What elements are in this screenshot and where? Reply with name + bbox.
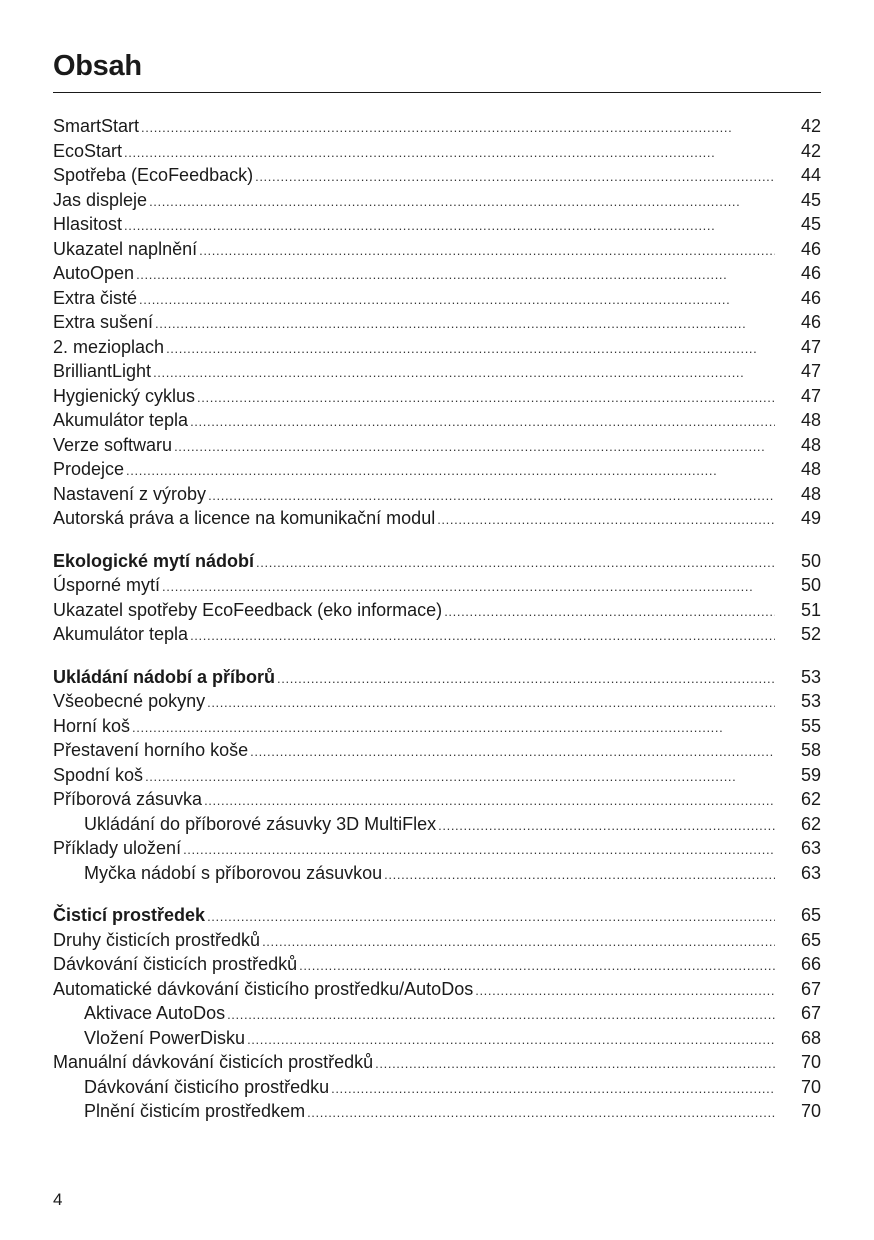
toc-entry-label: Ukládání do příborové zásuvky 3D MultiFlex <box>84 813 437 834</box>
toc-dot-leader <box>155 312 775 337</box>
toc-entry-page: 48 <box>800 459 821 479</box>
toc-entry-label: Všeobecné pokyny <box>53 691 206 711</box>
toc-entry-label: Příborová zásuvka <box>53 789 203 809</box>
toc-entry[interactable] <box>53 482 821 507</box>
toc-entry-page: 47 <box>800 361 821 381</box>
toc-dot-leader <box>331 1077 775 1102</box>
toc-entry-label: Extra sušení <box>53 312 154 332</box>
toc-dot-leader <box>124 141 775 166</box>
toc-dot-leader <box>444 600 775 625</box>
toc-entry-label: EcoStart <box>53 140 123 161</box>
toc-entry[interactable] <box>53 622 821 647</box>
toc-entry-label: Akumulátor tepla <box>53 410 189 430</box>
toc-dot-leader <box>208 484 775 509</box>
toc-entry-label: Hygienický cyklus <box>53 385 196 406</box>
toc-dot-leader <box>141 116 775 141</box>
toc-entry[interactable] <box>53 573 821 598</box>
toc-entry-label: Ukazatel spotřeby EcoFeedback (eko informace) <box>53 599 443 620</box>
toc-subentry[interactable] <box>53 1099 821 1124</box>
toc-entry-label: Autorská práva a licence na komunikační modul <box>53 508 436 528</box>
toc-entry-label: 2. mezioplach <box>53 336 165 357</box>
title-divider <box>53 92 821 93</box>
toc-entry-page: 46 <box>800 238 821 259</box>
toc-entry-label: Čisticí prostředek <box>53 905 206 925</box>
toc-entry-label: AutoOpen <box>53 263 135 283</box>
toc-dot-leader <box>132 716 775 741</box>
toc-entry-label: Přestavení horního koše <box>53 740 249 760</box>
toc-entry-label: Vložení PowerDisku <box>84 1027 246 1048</box>
toc-subentry[interactable] <box>53 1001 821 1026</box>
toc-dot-leader <box>262 930 775 955</box>
toc-dot-leader <box>174 435 775 460</box>
page-number: 4 <box>53 1190 63 1209</box>
toc-section <box>53 903 821 1124</box>
toc-entry-page: 48 <box>800 410 821 430</box>
toc-entry[interactable] <box>53 457 821 482</box>
toc-section-heading[interactable] <box>53 549 821 574</box>
toc-entry-label: Jas displeje <box>53 189 148 210</box>
toc-entry[interactable] <box>53 212 821 237</box>
toc-entry-page: 50 <box>800 550 821 571</box>
toc-entry-page: 63 <box>800 838 821 858</box>
table-of-contents <box>53 114 821 1142</box>
toc-entry-label: Příklady uložení <box>53 838 182 858</box>
toc-dot-leader <box>197 386 775 411</box>
toc-dot-leader <box>126 459 775 484</box>
toc-dot-leader <box>149 190 775 215</box>
toc-entry-page: 59 <box>800 764 821 785</box>
toc-entry-label: Ekologické mytí nádobí <box>53 550 255 571</box>
toc-entry[interactable] <box>53 977 821 1002</box>
toc-entry-label: Extra čisté <box>53 287 138 308</box>
toc-entry[interactable] <box>53 836 821 861</box>
toc-entry-page: 47 <box>800 385 821 406</box>
toc-entry-label: SmartStart <box>53 116 140 136</box>
toc-entry-label: Spotřeba (EcoFeedback) <box>53 165 254 185</box>
toc-section-heading[interactable] <box>53 665 821 690</box>
toc-entry-label: Dávkování čisticích prostředků <box>53 954 298 974</box>
toc-dot-leader <box>438 814 775 839</box>
toc-dot-leader <box>204 789 775 814</box>
toc-entry[interactable] <box>53 335 821 360</box>
toc-entry[interactable] <box>53 952 821 977</box>
toc-entry-label: Hlasitost <box>53 214 123 234</box>
toc-dot-leader <box>247 1028 775 1053</box>
toc-entry-label: Ukazatel naplnění <box>53 238 198 259</box>
toc-entry-page: 70 <box>800 1052 821 1072</box>
toc-dot-leader <box>437 508 775 533</box>
toc-entry-page: 48 <box>800 483 821 504</box>
toc-dot-leader <box>277 667 775 692</box>
toc-dot-leader <box>375 1052 775 1077</box>
toc-entry-page: 48 <box>800 434 821 455</box>
toc-dot-leader <box>255 165 775 190</box>
toc-section <box>53 114 821 531</box>
toc-entry-label: Spodní koš <box>53 764 144 785</box>
toc-entry-label: Prodejce <box>53 459 125 479</box>
toc-entry-page: 49 <box>800 508 821 528</box>
toc-dot-leader <box>190 410 775 435</box>
toc-dot-leader <box>256 551 775 576</box>
toc-entry[interactable] <box>53 384 821 409</box>
toc-entry[interactable] <box>53 310 821 335</box>
toc-dot-leader <box>384 863 775 888</box>
toc-entry[interactable] <box>53 359 821 384</box>
toc-section <box>53 665 821 886</box>
toc-entry-page: 62 <box>800 789 821 809</box>
toc-entry[interactable] <box>53 114 821 139</box>
toc-dot-leader <box>207 905 775 930</box>
toc-entry[interactable] <box>53 598 821 623</box>
toc-entry-label: Aktivace AutoDos <box>84 1003 226 1023</box>
toc-entry-page: 51 <box>800 599 821 620</box>
toc-entry-label: Druhy čisticích prostředků <box>53 929 261 950</box>
toc-entry-page: 44 <box>800 165 821 185</box>
toc-entry-page: 53 <box>800 691 821 711</box>
toc-entry[interactable] <box>53 163 821 188</box>
toc-entry-label: BrilliantLight <box>53 361 152 381</box>
toc-entry-label: Plnění čisticím prostředkem <box>84 1101 306 1121</box>
toc-entry-page: 53 <box>800 666 821 687</box>
toc-entry-page: 45 <box>800 214 821 234</box>
toc-dot-leader <box>475 979 775 1004</box>
toc-section <box>53 549 821 647</box>
toc-entry-page: 46 <box>800 312 821 332</box>
toc-dot-leader <box>124 214 775 239</box>
toc-entry[interactable] <box>53 738 821 763</box>
toc-entry-page: 70 <box>800 1076 821 1097</box>
toc-dot-leader <box>162 575 775 600</box>
toc-entry-page: 67 <box>800 1003 821 1023</box>
toc-entry-page: 42 <box>800 140 821 161</box>
toc-entry[interactable] <box>53 763 821 788</box>
toc-entry-page: 68 <box>800 1027 821 1048</box>
toc-entry-page: 46 <box>800 263 821 283</box>
toc-entry-page: 66 <box>800 954 821 974</box>
toc-entry-label: Akumulátor tepla <box>53 624 189 644</box>
toc-entry[interactable] <box>53 139 821 164</box>
toc-entry-label: Ukládání nádobí a příborů <box>53 666 276 687</box>
toc-entry-label: Verze softwaru <box>53 434 173 455</box>
toc-entry-page: 50 <box>800 575 821 595</box>
toc-entry[interactable] <box>53 787 821 812</box>
toc-entry-page: 63 <box>800 862 821 883</box>
toc-entry[interactable] <box>53 1050 821 1075</box>
toc-entry-page: 47 <box>800 336 821 357</box>
toc-entry[interactable] <box>53 689 821 714</box>
toc-entry-page: 67 <box>800 978 821 999</box>
toc-entry-page: 62 <box>800 813 821 834</box>
toc-entry[interactable] <box>53 408 821 433</box>
toc-entry[interactable] <box>53 261 821 286</box>
toc-entry[interactable] <box>53 188 821 213</box>
toc-subentry[interactable] <box>53 812 821 837</box>
toc-entry-label: Manuální dávkování čisticích prostředků <box>53 1052 374 1072</box>
toc-entry-page: 65 <box>800 929 821 950</box>
toc-subentry[interactable] <box>53 1075 821 1100</box>
toc-entry-page: 52 <box>800 624 821 644</box>
toc-dot-leader <box>153 361 775 386</box>
toc-dot-leader <box>190 624 775 649</box>
toc-entry-page: 42 <box>800 116 821 136</box>
toc-dot-leader <box>227 1003 775 1028</box>
toc-entry-page: 58 <box>800 740 821 760</box>
toc-dot-leader <box>136 263 775 288</box>
toc-entry-label: Automatické dávkování čisticího prostředku/AutoDos <box>53 978 474 999</box>
toc-dot-leader <box>207 691 775 716</box>
toc-dot-leader <box>199 239 775 264</box>
toc-entry-label: Nastavení z výroby <box>53 483 207 504</box>
toc-entry[interactable] <box>53 506 821 531</box>
toc-entry-page: 55 <box>800 715 821 736</box>
toc-entry-page: 45 <box>800 189 821 210</box>
toc-entry-label: Myčka nádobí s příborovou zásuvkou <box>84 862 383 883</box>
toc-entry-page: 70 <box>800 1101 821 1121</box>
toc-dot-leader <box>183 838 775 863</box>
page-title: Obsah <box>53 50 142 82</box>
toc-dot-leader <box>307 1101 775 1126</box>
toc-entry-page: 65 <box>800 905 821 925</box>
toc-entry-page: 46 <box>800 287 821 308</box>
toc-entry[interactable] <box>53 928 821 953</box>
toc-entry-label: Dávkování čisticího prostředku <box>84 1076 330 1097</box>
toc-dot-leader <box>139 288 775 313</box>
toc-entry[interactable] <box>53 714 821 739</box>
toc-dot-leader <box>250 740 775 765</box>
toc-dot-leader <box>145 765 775 790</box>
toc-entry-label: Horní koš <box>53 715 131 736</box>
toc-entry-label: Úsporné mytí <box>53 575 161 595</box>
toc-entry[interactable] <box>53 237 821 262</box>
toc-entry[interactable] <box>53 286 821 311</box>
toc-dot-leader <box>166 337 775 362</box>
toc-subentry[interactable] <box>53 861 821 886</box>
toc-section-heading[interactable] <box>53 903 821 928</box>
toc-dot-leader <box>299 954 775 979</box>
toc-entry[interactable] <box>53 433 821 458</box>
toc-subentry[interactable] <box>53 1026 821 1051</box>
